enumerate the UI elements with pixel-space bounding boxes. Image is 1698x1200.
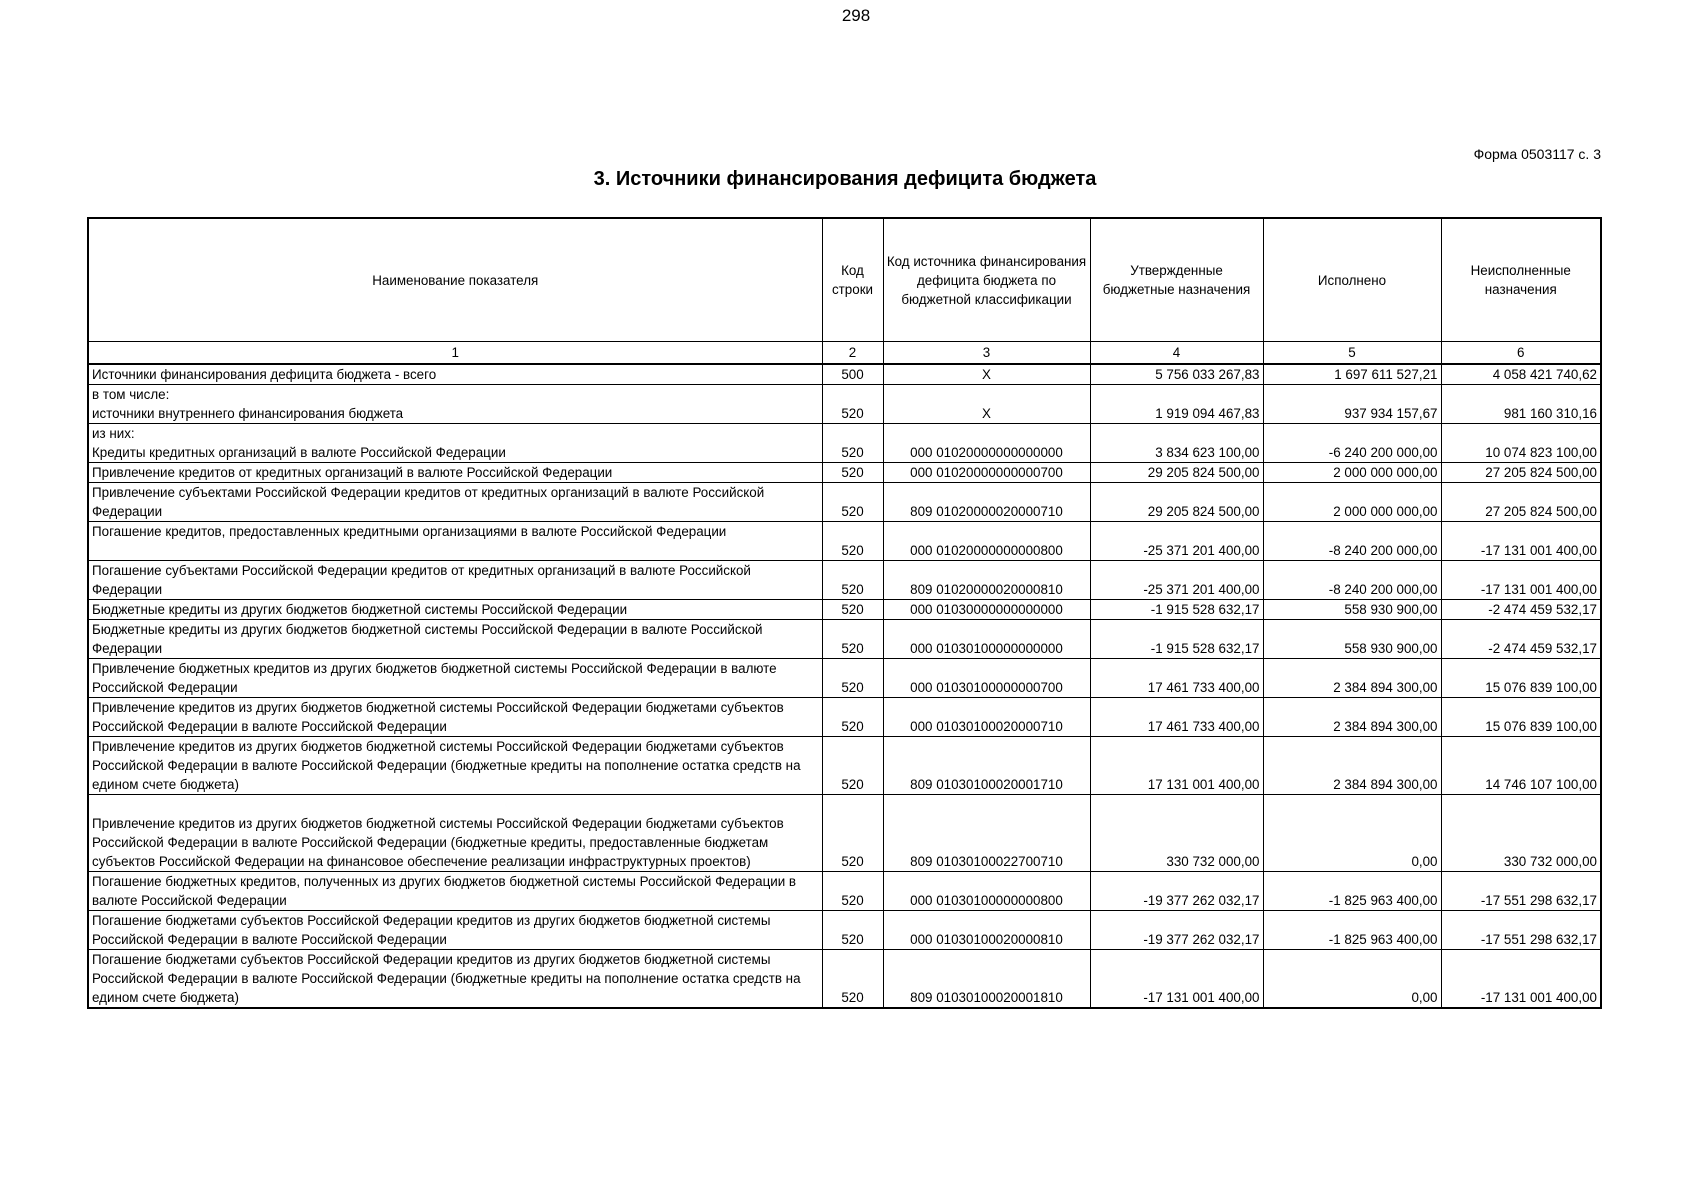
- row-name: источники внутреннего финансирования бюджета: [88, 404, 822, 424]
- table-row: [88, 659, 1601, 698]
- column-number-row: [88, 342, 1601, 365]
- table-row: [88, 911, 1601, 950]
- row-unexecuted: 4 058 421 740,62: [1441, 364, 1601, 385]
- header-row: [88, 218, 1601, 342]
- row-unexecuted: 27 205 824 500,00: [1441, 483, 1601, 522]
- row-approved: -1 915 528 632,17: [1090, 620, 1263, 659]
- header-executed: Исполнено: [1263, 218, 1441, 342]
- row-approved: 1 919 094 467,83: [1090, 404, 1263, 424]
- row-name: Привлечение бюджетных кредитов из других бюджетов бюджетной системы Российской Федерации в валюте Российской Федерации: [88, 659, 822, 698]
- row-name: Привлечение кредитов из других бюджетов бюджетной системы Российской Федерации бюджетами субъектов Российской Федерации в валюте Российской Федерации (бюджетные кредиты, предоставленные бюджетам субъектов Российской Федерации на финансовое обеспечение реализации инфраструктурных проектов): [88, 795, 822, 872]
- row-name: Привлечение субъектами Российской Федерации кредитов от кредитных организаций в валюте Российской Федерации: [88, 483, 822, 522]
- row-name: Привлечение кредитов от кредитных организаций в валюте Российской Федерации: [88, 463, 822, 483]
- table-row: [88, 872, 1601, 911]
- table-row: [88, 522, 1601, 561]
- row-source-code: 000 01030100000000000: [883, 620, 1090, 659]
- row-name: в том числе:: [88, 385, 822, 405]
- table-row: [88, 364, 1601, 385]
- table-row: [88, 463, 1601, 483]
- row-approved: -19 377 262 032,17: [1090, 872, 1263, 911]
- row-approved: 17 461 733 400,00: [1090, 698, 1263, 737]
- header-indicator-name: Наименование показателя: [88, 218, 822, 342]
- column-number: 6: [1441, 342, 1601, 365]
- row-source-code: 000 01020000000000700: [883, 463, 1090, 483]
- row-executed: 0,00: [1263, 950, 1441, 1009]
- header-approved: Утвержденные бюджетные назначения: [1090, 218, 1263, 342]
- row-name: из них:: [88, 424, 822, 444]
- row-executed: [1263, 385, 1441, 405]
- row-approved: 3 834 623 100,00: [1090, 443, 1263, 463]
- row-unexecuted: 981 160 310,16: [1441, 404, 1601, 424]
- row-name: Погашение субъектами Российской Федерации кредитов от кредитных организаций в валюте Российской Федерации: [88, 561, 822, 600]
- row-line-code: 520: [822, 443, 883, 463]
- row-name: Привлечение кредитов из других бюджетов бюджетной системы Российской Федерации бюджетами субъектов Российской Федерации в валюте Российской Федерации: [88, 698, 822, 737]
- row-line-code: 520: [822, 698, 883, 737]
- row-executed: -1 825 963 400,00: [1263, 872, 1441, 911]
- row-unexecuted: -17 131 001 400,00: [1441, 522, 1601, 561]
- row-unexecuted: -17 551 298 632,17: [1441, 872, 1601, 911]
- row-source-code: 000 01030000000000000: [883, 600, 1090, 620]
- row-source-code: 000 01030100020000810: [883, 911, 1090, 950]
- row-unexecuted: -2 474 459 532,17: [1441, 600, 1601, 620]
- row-executed: [1263, 424, 1441, 444]
- table-row: [88, 620, 1601, 659]
- row-source-code: 000 01030100020000710: [883, 698, 1090, 737]
- row-executed: -8 240 200 000,00: [1263, 522, 1441, 561]
- table-row: [88, 950, 1601, 1009]
- table-row: [88, 385, 1601, 405]
- row-approved: -17 131 001 400,00: [1090, 950, 1263, 1009]
- row-source-code: 809 01020000020000810: [883, 561, 1090, 600]
- row-line-code: [822, 424, 883, 444]
- row-executed: 2 000 000 000,00: [1263, 463, 1441, 483]
- row-name: Бюджетные кредиты из других бюджетов бюджетной системы Российской Федерации: [88, 600, 822, 620]
- row-executed: -6 240 200 000,00: [1263, 443, 1441, 463]
- row-unexecuted: 14 746 107 100,00: [1441, 737, 1601, 795]
- row-name: Кредиты кредитных организаций в валюте Российской Федерации: [88, 443, 822, 463]
- row-unexecuted: 27 205 824 500,00: [1441, 463, 1601, 483]
- row-executed: 2 384 894 300,00: [1263, 698, 1441, 737]
- row-source-code: 000 01020000000000000: [883, 443, 1090, 463]
- row-name: Погашение бюджетных кредитов, полученных из других бюджетов бюджетной системы Российской Федерации в валюте Российской Федерации: [88, 872, 822, 911]
- row-unexecuted: -17 551 298 632,17: [1441, 911, 1601, 950]
- row-executed: 558 930 900,00: [1263, 600, 1441, 620]
- row-approved: -19 377 262 032,17: [1090, 911, 1263, 950]
- row-unexecuted: -17 131 001 400,00: [1441, 950, 1601, 1009]
- column-number: 5: [1263, 342, 1441, 365]
- page-title: 3. Источники финансирования дефицита бюджета: [593, 168, 1097, 190]
- row-source-code: [883, 424, 1090, 444]
- table-row: [88, 600, 1601, 620]
- row-line-code: 520: [822, 872, 883, 911]
- column-number: 1: [88, 342, 822, 365]
- row-source-code: 000 01030100000000800: [883, 872, 1090, 911]
- row-executed: 1 697 611 527,21: [1263, 364, 1441, 385]
- row-line-code: [822, 385, 883, 405]
- row-line-code: 520: [822, 950, 883, 1009]
- row-approved: 5 756 033 267,83: [1090, 364, 1263, 385]
- row-name: Погашение бюджетами субъектов Российской Федерации кредитов из других бюджетов бюджетной системы Российской Федерации в валюте Российской Федерации: [88, 911, 822, 950]
- column-number: 2: [822, 342, 883, 365]
- row-source-code: X: [883, 404, 1090, 424]
- row-name: Бюджетные кредиты из других бюджетов бюджетной системы Российской Федерации в валюте Российской Федерации: [88, 620, 822, 659]
- row-executed: 0,00: [1263, 795, 1441, 872]
- row-name: Погашение кредитов, предоставленных кредитными организациями в валюте Российской Федерации: [88, 522, 822, 561]
- row-name: Погашение бюджетами субъектов Российской Федерации кредитов из других бюджетов бюджетной системы Российской Федерации в валюте Российской Федерации (бюджетные кредиты на пополнение остатка средств на едином счете бюджета): [88, 950, 822, 1009]
- row-unexecuted: -2 474 459 532,17: [1441, 620, 1601, 659]
- row-name: Привлечение кредитов из других бюджетов бюджетной системы Российской Федерации бюджетами субъектов Российской Федерации в валюте Российской Федерации (бюджетные кредиты на пополнение остатка средств на едином счете бюджета): [88, 737, 822, 795]
- table-row: [88, 443, 1601, 463]
- row-unexecuted: [1441, 424, 1601, 444]
- row-unexecuted: 15 076 839 100,00: [1441, 659, 1601, 698]
- row-line-code: 520: [822, 600, 883, 620]
- row-executed: 2 384 894 300,00: [1263, 659, 1441, 698]
- row-line-code: 520: [822, 795, 883, 872]
- row-approved: -1 915 528 632,17: [1090, 600, 1263, 620]
- row-line-code: 520: [822, 911, 883, 950]
- table-row: [88, 698, 1601, 737]
- row-approved: 29 205 824 500,00: [1090, 483, 1263, 522]
- row-executed: 558 930 900,00: [1263, 620, 1441, 659]
- form-label: Форма 0503117 с. 3: [1473, 146, 1601, 162]
- row-executed: -1 825 963 400,00: [1263, 911, 1441, 950]
- row-unexecuted: 15 076 839 100,00: [1441, 698, 1601, 737]
- row-unexecuted: [1441, 385, 1601, 405]
- table-row: [88, 795, 1601, 872]
- row-line-code: 520: [822, 561, 883, 600]
- row-approved: 29 205 824 500,00: [1090, 463, 1263, 483]
- page-number: 298: [841, 6, 871, 25]
- row-unexecuted: 10 074 823 100,00: [1441, 443, 1601, 463]
- row-approved: 17 131 001 400,00: [1090, 737, 1263, 795]
- row-source-code: 809 01020000020000710: [883, 483, 1090, 522]
- row-approved: [1090, 424, 1263, 444]
- row-name: Источники финансирования дефицита бюджета - всего: [88, 364, 822, 385]
- row-line-code: 500: [822, 364, 883, 385]
- row-line-code: 520: [822, 620, 883, 659]
- row-source-code: 809 01030100020001810: [883, 950, 1090, 1009]
- column-number: 4: [1090, 342, 1263, 365]
- table-row: [88, 424, 1601, 444]
- table-row: [88, 483, 1601, 522]
- row-approved: -25 371 201 400,00: [1090, 522, 1263, 561]
- row-line-code: 520: [822, 463, 883, 483]
- row-approved: 17 461 733 400,00: [1090, 659, 1263, 698]
- row-approved: [1090, 385, 1263, 405]
- row-line-code: 520: [822, 404, 883, 424]
- table-header: [88, 218, 1601, 364]
- row-approved: 330 732 000,00: [1090, 795, 1263, 872]
- row-source-code: 809 01030100020001710: [883, 737, 1090, 795]
- row-line-code: 520: [822, 522, 883, 561]
- row-source-code: 809 01030100022700710: [883, 795, 1090, 872]
- row-unexecuted: 330 732 000,00: [1441, 795, 1601, 872]
- row-unexecuted: -17 131 001 400,00: [1441, 561, 1601, 600]
- row-executed: 2 384 894 300,00: [1263, 737, 1441, 795]
- row-source-code: X: [883, 364, 1090, 385]
- column-number: 3: [883, 342, 1090, 365]
- table-body: [88, 364, 1601, 1008]
- row-line-code: 520: [822, 483, 883, 522]
- row-source-code: 000 01030100000000700: [883, 659, 1090, 698]
- row-approved: -25 371 201 400,00: [1090, 561, 1263, 600]
- row-line-code: 520: [822, 659, 883, 698]
- table-row: [88, 561, 1601, 600]
- row-executed: 937 934 157,67: [1263, 404, 1441, 424]
- row-source-code: [883, 385, 1090, 405]
- header-line-code: Код строки: [822, 218, 883, 342]
- table-row: [88, 737, 1601, 795]
- sources-table: [87, 217, 1602, 1009]
- row-line-code: 520: [822, 737, 883, 795]
- row-executed: 2 000 000 000,00: [1263, 483, 1441, 522]
- table-row: [88, 404, 1601, 424]
- row-source-code: 000 01020000000000800: [883, 522, 1090, 561]
- row-executed: -8 240 200 000,00: [1263, 561, 1441, 600]
- header-source-code: Код источника финансирования дефицита бюджета по бюджетной классификации: [883, 218, 1090, 342]
- header-unexecuted: Неисполненные назначения: [1441, 218, 1601, 342]
